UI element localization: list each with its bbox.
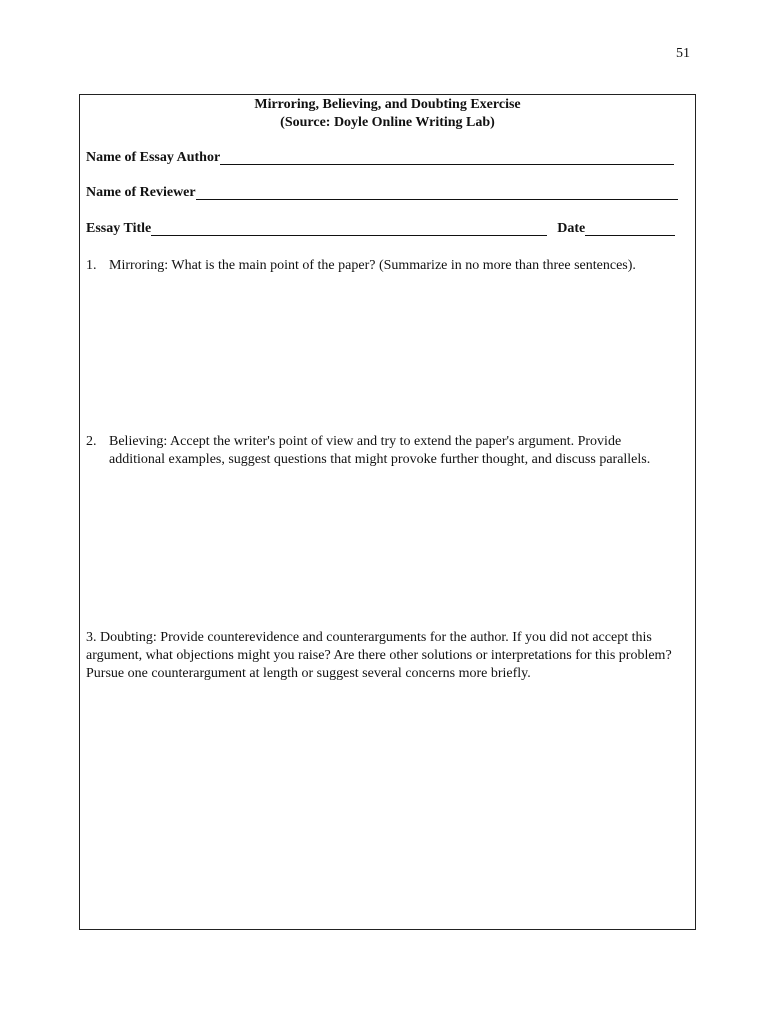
essay-title-label: Essay Title bbox=[86, 221, 152, 236]
question-number: 1. bbox=[86, 258, 97, 273]
date-label: Date bbox=[557, 221, 586, 236]
essay-title-blank[interactable] bbox=[151, 221, 547, 236]
reviewer-blank[interactable] bbox=[196, 185, 678, 200]
question-text: Mirroring: What is the main point of the paper? (Summarize in no more than three sentences). bbox=[109, 258, 636, 273]
question-number: 2. bbox=[86, 434, 97, 449]
exercise-form bbox=[79, 94, 696, 930]
form-source: (Source: Doyle Online Writing Lab) bbox=[280, 115, 495, 130]
question-text: Believing: Accept the writer's point of view and try to extend the paper's argument. Provide additional examples, suggest questions that might provoke further thought, and discuss parallels. bbox=[109, 434, 651, 467]
reviewer-label: Name of Reviewer bbox=[86, 185, 196, 200]
essay-title-field bbox=[86, 220, 675, 238]
form-title: Mirroring, Believing, and Doubting Exercise bbox=[254, 97, 521, 112]
question-doubting bbox=[86, 629, 692, 683]
date-blank[interactable] bbox=[585, 221, 675, 236]
essay-author-field bbox=[86, 149, 674, 167]
page-number: 51 bbox=[676, 46, 690, 61]
question-mirroring bbox=[86, 257, 686, 275]
reviewer-field bbox=[86, 184, 678, 202]
essay-author-label: Name of Essay Author bbox=[86, 150, 221, 165]
essay-author-blank[interactable] bbox=[220, 150, 674, 165]
question-text: 3. Doubting: Provide counterevidence and counterarguments for the author. If you did not accept this argument, what objections might you raise? Are there other solutions or interpretations for this problem? Pursue one counterargument at length or suggest several concerns more briefly. bbox=[86, 630, 672, 681]
